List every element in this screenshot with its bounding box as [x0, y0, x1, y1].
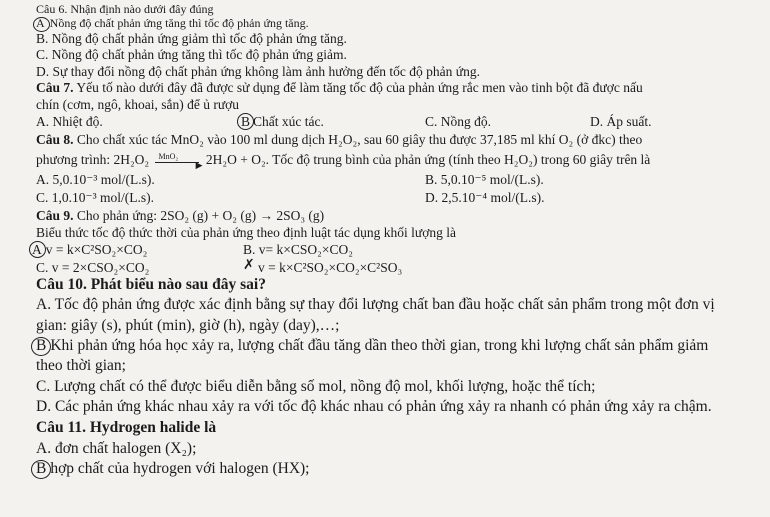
q8-catalyst: MnO₂ [158, 151, 179, 161]
q8-stem [36, 132, 642, 148]
q7-option-b: B Chất xúc tác. [241, 114, 324, 129]
q10-option-c: C. Lượng chất có thể được biểu diễn bằng số mol, nồng độ mol, khối lượng, hoặc thể tích; [36, 378, 596, 395]
q11-option-a: A. đơn chất halogen (X₂); [36, 440, 197, 457]
q6-option-c: C. Nồng độ chất phản ứng tăng thì tốc độ phản ứng giảm. [36, 47, 347, 62]
q8-option-c: C. 1,0.10⁻³ mol/(L.s). [36, 190, 155, 205]
q11-option-b: B hợp chất của hydrogen với halogen (HX); [36, 460, 310, 477]
q10-label: Câu 10. [36, 276, 87, 293]
q9-stem [36, 208, 324, 224]
q6-option-b: B. Nồng độ chất phản ứng giảm thì tốc độ phản ứng tăng. [36, 31, 347, 46]
q9-option-a-text: v = k×C²SO₂×CO₂ [45, 242, 148, 257]
q8-option-a: A. 5,0.10⁻³ mol/(L.s). [36, 172, 155, 187]
q8-option-b: B. 5,0.10⁻⁵ mol/(L.s). [425, 172, 544, 187]
q10-title: Phát biểu nào sau đây sai? [86, 276, 266, 293]
q6-option-a: A Nồng độ chất phản ứng tăng thì tốc độ phản ứng tăng. [36, 16, 309, 30]
q8-label: Câu 8. [36, 132, 74, 147]
q6-option-d: D. Sự thay đổi nồng độ chất phản ứng không làm ảnh hưởng đến tốc độ phản ứng. [36, 64, 480, 79]
q10-option-b-line-2: theo thời gian; [36, 357, 126, 374]
q7-label: Câu 7. [36, 80, 74, 95]
q9-text-2: Biểu thức tốc độ thức thời của phản ứng theo định luật tác dụng khối lượng là [36, 225, 456, 240]
q10-option-b-line-1: B Khi phản ứng hóa học xảy ra, lượng chất đầu tăng dần theo thời gian, trong khi lượng chất sản phẩm giảm [36, 337, 709, 354]
q9-label: Câu 9. [36, 208, 74, 223]
q7-option-b-text: Chất xúc tác. [253, 114, 324, 129]
q7-text-2: chín (cơm, ngô, khoai, sắn) để ủ rượu [36, 97, 240, 112]
q6-option-a-text: Nồng độ chất phản ứng tăng thì tốc độ phản ứng tăng. [49, 16, 309, 30]
q8-eq-prefix: phương trình: 2H₂O₂ [36, 152, 150, 167]
q10-option-d: D. Các phản ứng khác nhau xảy ra với tốc độ khác nhau có phản ứng xảy ra nhanh có phản ứng xảy ra chậm. [36, 398, 712, 415]
q9-option-c: C. v = 2×CSO₂×CO₂ [36, 260, 150, 275]
q8-text-1: Cho chất xúc tác MnO₂ vào 100 ml dung dịch H₂O₂, sau 60 giây thu được 37,185 ml khí O₂ (ở đkc) theo [73, 132, 643, 147]
q9-option-d: v = k×C²SO₂×CO₂×C²SO₃ [258, 260, 403, 275]
cross-mark-icon: ✗ [243, 258, 255, 273]
q7-stem [36, 80, 643, 96]
q11-option-b-text: hợp chất của hydrogen với halogen (HX); [50, 460, 310, 477]
reaction-arrow-icon: MnO₂ ▶ [153, 154, 203, 168]
q7-text-1: Yếu tố nào dưới đây đã được sử dụng để làm tăng tốc độ của phản ứng rắc men vào tinh bột đã được nấu [73, 80, 643, 95]
q10-option-a-line-2: gian: giây (s), phút (min), giờ (h), ngày (day),…; [36, 317, 340, 334]
q8-equation [36, 152, 650, 168]
q7-option-a: A. Nhiệt độ. [36, 114, 103, 129]
q10-option-a-line-1: A. Tốc độ phản ứng được xác định bằng sự thay đổi lượng chất ban đầu hoặc chất sản phẩm trong một đơn vị [36, 296, 715, 313]
q7-option-d: D. Áp suất. [590, 114, 652, 129]
q8-eq-suffix: 2H₂O + O₂. Tốc độ trung bình của phản ứng (tính theo H₂O₂) trong 60 giây trên là [205, 152, 651, 167]
q8-option-d: D. 2,5.10⁻⁴ mol/(L.s). [425, 190, 545, 205]
q10-stem [36, 276, 266, 294]
q10-option-b-text: Khi phản ứng hóa học xảy ra, lượng chất đầu tăng dần theo thời gian, trong khi lượng chất sản phẩm giảm [50, 337, 709, 354]
q7-option-c: C. Nồng độ. [425, 114, 492, 129]
q9-option-b: B. v= k×CSO₂×CO₂ [243, 242, 353, 257]
q6-title: Câu 6. Nhận định nào dưới đây đúng [36, 2, 214, 16]
q9-option-a: A v = k×C²SO₂×CO₂ [32, 242, 148, 257]
q9-text-1: Cho phản ứng: 2SO₂ (g) + O₂ (g) → 2SO₃ (g) [73, 208, 325, 223]
q11-title: Câu 11. Hydrogen halide là [36, 419, 217, 436]
